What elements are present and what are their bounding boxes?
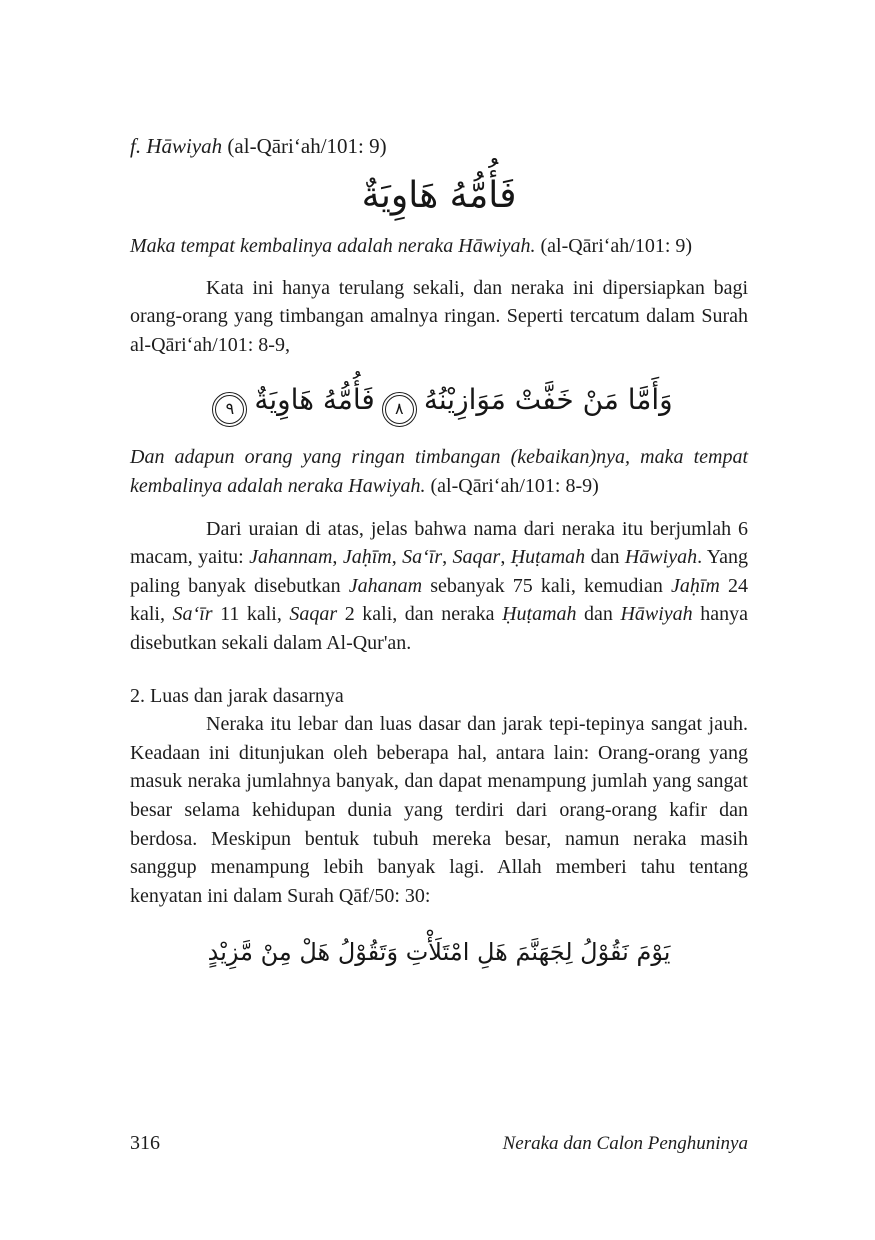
page-footer <box>130 1132 748 1155</box>
running-title: Neraka dan Calon Penghuninya <box>502 1133 748 1154</box>
subsection-heading-hawiyah: f. Hāwiyah (al-Qāri‘ah/101: 9) <box>130 134 387 158</box>
translation-qariah-8-9: Dan adapun orang yang ringan timbangan (kebaikan)nya, maka tempat kembalinya adalah neraka Hawiyah. (al-Qāri‘ah/101: 8-9) <box>130 446 748 497</box>
paragraph-kata-ini: Kata ini hanya terulang sekali, dan neraka ini dipersiapkan bagi orang-orang yang timbangan amalnya ringan. Seperti tercatum dalam Surah al-Qāri‘ah/101: 8-9, <box>130 276 748 356</box>
page-content <box>130 0 748 982</box>
arabic-verse-part-b: فَأُمُّهُ هَاوِيَةٌ <box>254 383 375 417</box>
ayah-marker-9: ٩ <box>215 395 244 424</box>
ayah-marker-8: ٨ <box>385 395 414 424</box>
translation-qariah-9: Maka tempat kembalinya adalah neraka Hāwiyah. (al-Qāri‘ah/101: 9) <box>130 235 693 257</box>
paragraph-neraka-luas: Neraka itu lebar dan luas dasar dan jarak tepi-tepinya sangat jauh. Keadaan ini ditunjukan oleh beberapa hal, antara lain: Orang-orang yang masuk neraka jumlahnya banyak, dan dapat menampung jumlah yang sangat besar selama kehidupan dunia yang terdiri dari orang-orang kafir dan berdosa. Meskipun bentuk tubuh mereka besar, namun neraka masih sanggup menampung lebih banyak lagi. Allah memberi tahu tentang kenyatan ini dalam Surah Qāf/50: 30: <box>130 713 748 907</box>
arabic-verse-qaf-30: يَوْمَ نَقُوْلُ لِجَهَنَّمَ هَلِ امْتَلَأْتِ وَتَقُوْلُ هَلْ مِنْ مَّزِيْدٍ <box>207 938 671 967</box>
paragraph-dari-uraian: Dari uraian di atas, jelas bahwa nama dari neraka itu berjumlah 6 macam, yaitu: Jahannam, Jaḥīm, Sa‘īr, Saqar, Ḥuṭamah dan Hāwiyah. Yang paling banyak disebutkan Jahanam sebanyak 75 kali, kemudian Jaḥīm 24 kali, Sa‘īr 11 kali, Saqar 2 kali, dan neraka Ḥuṭamah dan Hāwiyah hanya disebutkan sekali dalam Al-Qur'an. <box>130 517 749 654</box>
arabic-verse-qariah-8-9 <box>130 371 748 429</box>
arabic-verse-qariah-9: فَأُمُّهُ هَاوِيَةٌ <box>361 175 517 216</box>
page-number: 316 <box>130 1132 160 1154</box>
arabic-verse-part-a: وَأَمَّا مَنْ خَفَّتْ مَوَازِيْنُهُ <box>423 383 673 417</box>
section-heading-luas-dan-jarak: 2. Luas dan jarak dasarnya <box>130 684 344 707</box>
